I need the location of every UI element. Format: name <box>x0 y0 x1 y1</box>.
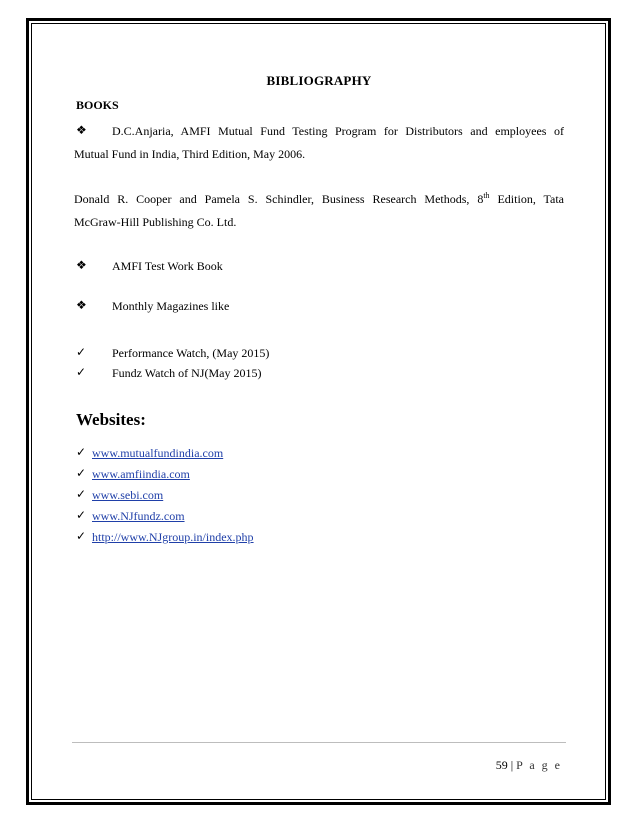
websites-heading: Websites: <box>76 410 146 429</box>
website-link-njfundz[interactable]: www.NJfundz.com <box>92 509 185 523</box>
books-heading: BOOKS <box>76 98 119 112</box>
check-bullet-icon: ✓ <box>76 529 87 543</box>
reference-4: Monthly Magazines like <box>112 299 230 313</box>
reference-2-superscript: th <box>483 191 490 200</box>
check-bullet-icon: ✓ <box>76 466 87 480</box>
page-title: BIBLIOGRAPHY <box>266 73 372 88</box>
reference-1-line-1: D.C.Anjaria, AMFI Mutual Fund Testing Program for Distributors and employees of <box>112 124 564 138</box>
page-label: P a g e <box>516 758 562 772</box>
page-footer <box>496 758 562 773</box>
website-link-njgroup[interactable]: http://www.NJgroup.in/index.php <box>92 530 254 544</box>
check-bullet-icon: ✓ <box>76 487 87 501</box>
reference-2-line-2: McGraw-Hill Publishing Co. Ltd. <box>74 215 237 229</box>
check-bullet-icon: ✓ <box>76 345 87 359</box>
reference-3: AMFI Test Work Book <box>112 259 223 273</box>
reference-1-line-2: Mutual Fund in India, Third Edition, May 2006. <box>74 147 306 161</box>
check-bullet-icon: ✓ <box>76 445 87 459</box>
reference-2-text-a: Donald R. Cooper and Pamela S. Schindler, Business Research Methods, 8 <box>74 192 484 206</box>
page-separator: | <box>510 758 514 772</box>
diamond-bullet-icon: ❖ <box>76 123 87 137</box>
check-bullet-icon: ✓ <box>76 365 87 379</box>
diamond-bullet-icon: ❖ <box>76 298 87 312</box>
check-bullet-icon: ✓ <box>76 508 87 522</box>
reference-2-text-b: Edition, Tata <box>489 192 564 206</box>
website-link-sebi[interactable]: www.sebi.com <box>92 488 164 502</box>
reference-2-line-1 <box>74 192 564 207</box>
website-link-amfiindia[interactable]: www.amfiindia.com <box>92 467 190 481</box>
footer-rule <box>72 742 566 743</box>
diamond-bullet-icon: ❖ <box>76 258 87 272</box>
magazine-2: Fundz Watch of NJ(May 2015) <box>112 366 262 380</box>
page-number: 59 <box>495 758 508 772</box>
website-link-mutualfundindia[interactable]: www.mutualfundindia.com <box>92 446 224 460</box>
magazine-1: Performance Watch, (May 2015) <box>112 346 270 360</box>
